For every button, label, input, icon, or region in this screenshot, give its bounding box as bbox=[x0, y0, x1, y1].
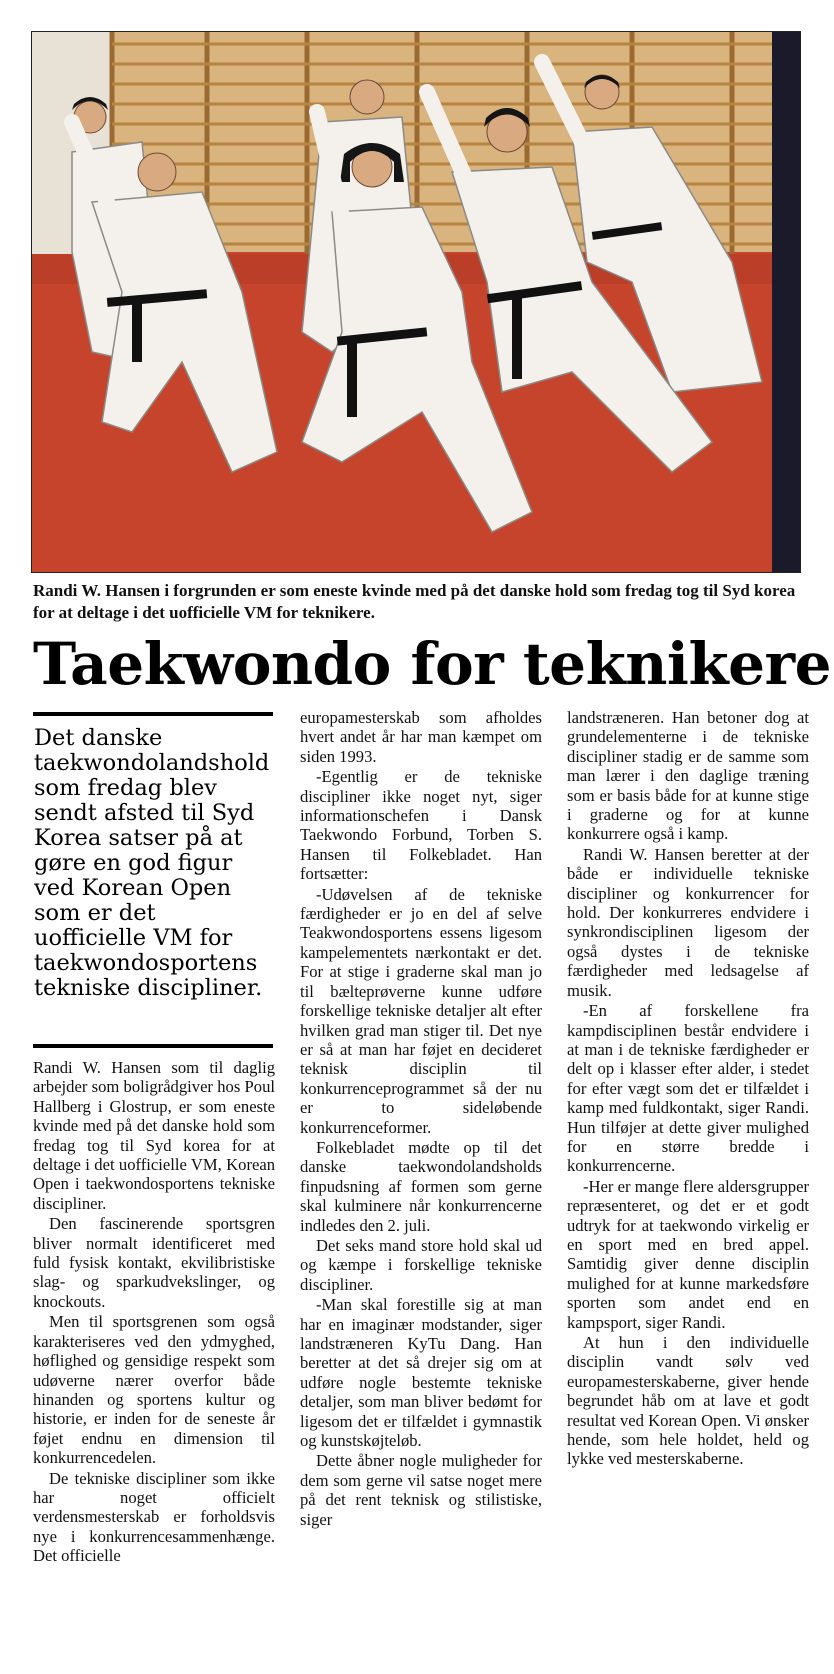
paragraph: Folkebladet mødte op til det danske taekwondolandsholds finpudsning af formen som gerne skal kulminere når konkurrencerne indledes den 2. juli. bbox=[300, 1137, 542, 1235]
lead-paragraph bbox=[34, 726, 274, 1001]
article-column-3 bbox=[567, 708, 809, 1670]
article-column-2 bbox=[300, 708, 542, 1670]
paragraph: -En af forskellene fra kampdisciplinen består endvidere i at man i de tekniske færdigheder er delt op i klasser efter alder, i stedet for efter vægt som det er tilfældet i kamp med fuldkontakt, siger Randi. Hun tilføjer at dette giver mulighed for en større bredde i konkurrencerne. bbox=[567, 1001, 809, 1176]
paragraph: Dette åbner nogle muligheder for dem som gerne vil satse noget mere på det rent teknisk og stilistiske, siger bbox=[300, 1451, 542, 1529]
paragraph: Den fascinerende sportsgren bliver normalt identificeret med fuld fysisk kontakt, ekvilibristiske slag- og sparkudvekslinger, og knockouts. bbox=[33, 1214, 275, 1311]
paragraph: europamesterskab som afholdes hvert andet år har man kæmpet om siden 1993. bbox=[300, 708, 542, 766]
photo-illustration bbox=[32, 32, 800, 572]
article-column-1 bbox=[33, 1058, 275, 1668]
caption-text: Randi W. Hansen i forgrunden er som eneste kvinde med på det danske hold som fredag tog til Syd korea for at deltage i det uofficielle VM for teknikere. bbox=[33, 581, 796, 622]
lead-text: Det danske taekwondolandshold som fredag blev sendt afsted til Syd Korea satser på at gøre en god figur ved Korean Open som er det uofficielle VM for taekwondosportens tekniske discipliner. bbox=[34, 725, 270, 1001]
paragraph: -Man skal forestille sig at man har en imaginær modstander, siger landstræneren KyTu Dang. Han beretter at det så drejer sig om at udføre nogle bestemte tekniske detaljer, som man bliver bedømt for ligesom det er tilfældet i gymnastik og kunstskøjteløb. bbox=[300, 1295, 542, 1451]
paragraph: -Udøvelsen af de tekniske færdigheder er jo en del af selve Teakwondosportens essens ligesom kampelementets nærkontakt er det. For at stige i graderne skal man jo til bælteprøverne kunne udføre forskellige tekniske detaljer alt efter hvilken grad man stiger til. Det nye er så at man har føjet en decideret teknisk disciplin til konkurrenceprogrammet så der nu er to sideløbende konkurrenceformer. bbox=[300, 884, 542, 1137]
paragraph: De tekniske discipliner som ikke har noget officielt verdensmesterskab er forholdsvis nye i konkurrencesammenhænge. Det officielle bbox=[33, 1468, 275, 1566]
paragraph: landstræneren. Han betoner dog at grundelementerne i de tekniske discipliner stadig er de samme som man lærer i den daglige træning som er basis både for at kunne stige i graderne og for at kunne konkurrere også i kamp. bbox=[567, 708, 809, 844]
paragraph: Randi W. Hansen som til daglig arbejder som boligrådgiver hos Poul Hallberg i Glostrup, er som eneste kvinde med på det danske hold som fredag tog til Syd korea for at deltage i det uofficielle VM, Korean Open i taekwondosportens tekniske discipliner. bbox=[33, 1058, 275, 1213]
lead-bottom-rule bbox=[33, 1044, 273, 1048]
paragraph: -Her er mange flere aldersgrupper repræsenteret, og det er et godt udtryk for at taekwondo virkelig er en sport med en bred appel. Samtidig giver denne disciplin mulighed for at kunne markedsføre sporten som andet end en kampsport, siger Randi. bbox=[567, 1176, 809, 1332]
photo-caption bbox=[33, 580, 801, 624]
paragraph: At hun i den individuelle disciplin vandt sølv ved europamesterskaberne, giver hende begrundet håb om at lave et godt resultat ved Korean Open. Vi ønsker hende, som hele holdet, held og lykke ved mesterskaberne. bbox=[567, 1333, 810, 1469]
paragraph: Det seks mand store hold skal ud og kæmpe i forskellige tekniske discipliner. bbox=[300, 1235, 542, 1294]
paragraph: -Egentlig er de tekniske discipliner ikke noget nyt, siger informationschefen i Dansk Taekwondo Forbund, Torben S. Hansen til Folkebladet. Han fortsætter: bbox=[300, 767, 542, 884]
taekwondo-team-photo bbox=[31, 31, 801, 573]
paragraph: Men til sportsgrenen som også karakteriseres ved den ydmyghed, høflighed og gensidige respekt som udøverne nærer overfor både hinanden og sportens kultur og historie, er inden for de seneste år føjet endnu en dimension til konkurrencedelen. bbox=[33, 1312, 275, 1468]
paragraph: Randi W. Hansen beretter at der både er individuelle tekniske discipliner og konkurrencer for hold. Der konkurreres endvidere i synkrondisciplinen ligesom der også dystes i de tekniske færdigheder med ledsagelse af musik. bbox=[567, 844, 809, 1000]
lead-top-rule bbox=[33, 712, 273, 716]
headline: Taekwondo for teknikere bbox=[33, 630, 832, 698]
